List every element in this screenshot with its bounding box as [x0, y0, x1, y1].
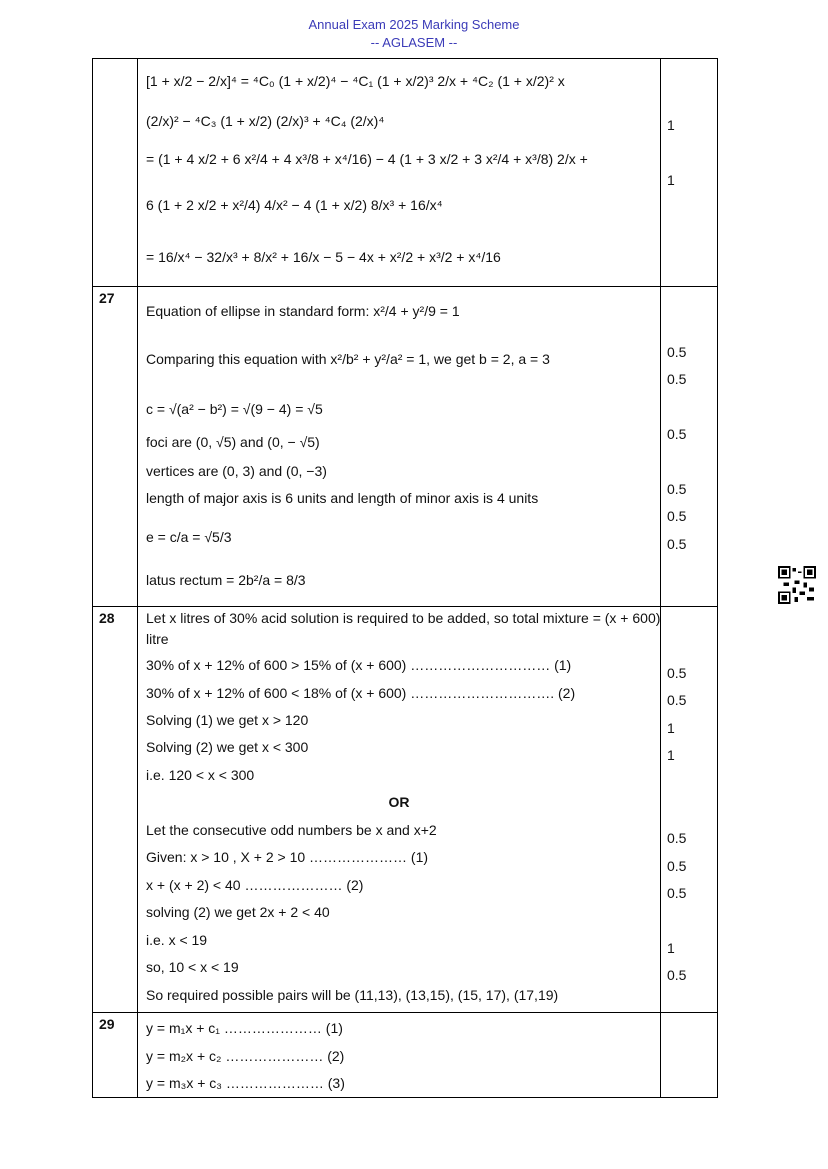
question-number	[93, 59, 138, 287]
answer-line: Given: x > 10 , X + 2 > 10 ………………… (1)	[146, 849, 429, 865]
mark-value: 1	[667, 747, 675, 763]
mark-value: 0.5	[667, 885, 687, 901]
marks-cell	[661, 607, 718, 1013]
mark-value: 0.5	[667, 481, 687, 497]
mark-value: 0.5	[667, 508, 687, 524]
answer-line: x + (x + 2) < 40 ………………… (2)	[146, 877, 364, 893]
answer-line: litre	[146, 631, 169, 647]
answer-line: c = √(a² − b²) = √(9 − 4) = √5	[146, 401, 323, 417]
table-row	[93, 607, 718, 1013]
header-source: -- AGLASEM --	[370, 35, 458, 50]
answer-line: e = c/a = √5/3	[146, 529, 232, 545]
question-number: 29	[93, 1013, 138, 1098]
marking-scheme-table	[92, 58, 718, 1098]
header-title: Annual Exam 2025 Marking Scheme	[308, 17, 520, 32]
question-number: 28	[93, 607, 138, 1013]
answer-line: (2/x)² − ⁴C₃ (1 + x/2) (2/x)³ + ⁴C₄ (2/x)⁴	[146, 113, 385, 129]
answer-line: 30% of x + 12% of 600 < 18% of (x + 600) …………………………. (2)	[146, 685, 576, 701]
mark-value: 1	[667, 172, 675, 188]
answer-line: y = m₁x + c₁ ………………… (1)	[146, 1020, 343, 1036]
answer-line: so, 10 < x < 19	[146, 959, 239, 975]
mark-value: 0.5	[667, 967, 687, 983]
answer-line: solving (2) we get 2x + 2 < 40	[146, 904, 330, 920]
marks-cell	[661, 287, 718, 607]
answer-line: 6 (1 + 2 x/2 + x²/4) 4/x² − 4 (1 + x/2) 8/x³ + 16/x⁴	[146, 197, 443, 213]
answer-line: Solving (2) we get x < 300	[146, 739, 309, 755]
answer-line: Let x litres of 30% acid solution is required to be added, so total mixture = (x + 600)	[146, 610, 661, 626]
mark-value: 0.5	[667, 371, 687, 387]
mark-value: 1	[667, 117, 675, 133]
answer-line: Comparing this equation with x²/b² + y²/a² = 1, we get b = 2, a = 3	[146, 351, 550, 367]
qr-code-icon	[778, 566, 816, 604]
answer-line: [1 + x/2 − 2/x]⁴ = ⁴C₀ (1 + x/2)⁴ − ⁴C₁ (1 + x/2)³ 2/x + ⁴C₂ (1 + x/2)² x	[146, 73, 565, 89]
answer-line: y = m₂x + c₂ ………………… (2)	[146, 1048, 345, 1064]
answer-line: length of major axis is 6 units and length of minor axis is 4 units	[146, 490, 539, 506]
answer-line: = 16/x⁴ − 32/x³ + 8/x² + 16/x − 5 − 4x + x²/2 + x³/2 + x⁴/16	[146, 249, 501, 265]
mark-value: 0.5	[667, 536, 687, 552]
answer-line: i.e. x < 19	[146, 932, 208, 948]
table-row	[93, 1013, 718, 1098]
answer-line: latus rectum = 2b²/a = 8/3	[146, 572, 306, 588]
question-number: 27	[93, 287, 138, 607]
answer-line: y = m₃x + c₃ ………………… (3)	[146, 1075, 345, 1091]
answer-line: = (1 + 4 x/2 + 6 x²/4 + 4 x³/8 + x⁴/16) − 4 (1 + 3 x/2 + 3 x²/4 + x³/8) 2/x +	[146, 151, 588, 167]
mark-value: 1	[667, 720, 675, 736]
table-row	[93, 287, 718, 607]
mark-value: 0.5	[667, 830, 687, 846]
mark-value: 1	[667, 940, 675, 956]
answer-cell	[138, 59, 661, 287]
answer-line: Equation of ellipse in standard form: x²/4 + y²/9 = 1	[146, 303, 460, 319]
mark-value: 0.5	[667, 692, 687, 708]
answer-line: foci are (0, √5) and (0, − √5)	[146, 434, 320, 450]
answer-line: vertices are (0, 3) and (0, −3)	[146, 463, 327, 479]
mark-value: 0.5	[667, 665, 687, 681]
answer-line: 30% of x + 12% of 600 > 15% of (x + 600) ………………………… (1)	[146, 657, 572, 673]
marks-cell	[661, 1013, 718, 1098]
answer-line: Solving (1) we get x > 120	[146, 712, 309, 728]
table-row	[93, 59, 718, 287]
marks-cell	[661, 59, 718, 287]
answer-line: So required possible pairs will be (11,13), (13,15), (15, 17), (17,19)	[146, 987, 559, 1003]
or-separator: OR	[388, 794, 410, 810]
answer-line: Let the consecutive odd numbers be x and x+2	[146, 822, 437, 838]
mark-value: 0.5	[667, 426, 687, 442]
mark-value: 0.5	[667, 344, 687, 360]
answer-cell	[138, 287, 661, 607]
answer-cell	[138, 607, 661, 1013]
answer-line: i.e. 120 < x < 300	[146, 767, 255, 783]
mark-value: 0.5	[667, 858, 687, 874]
answer-cell	[138, 1013, 661, 1098]
